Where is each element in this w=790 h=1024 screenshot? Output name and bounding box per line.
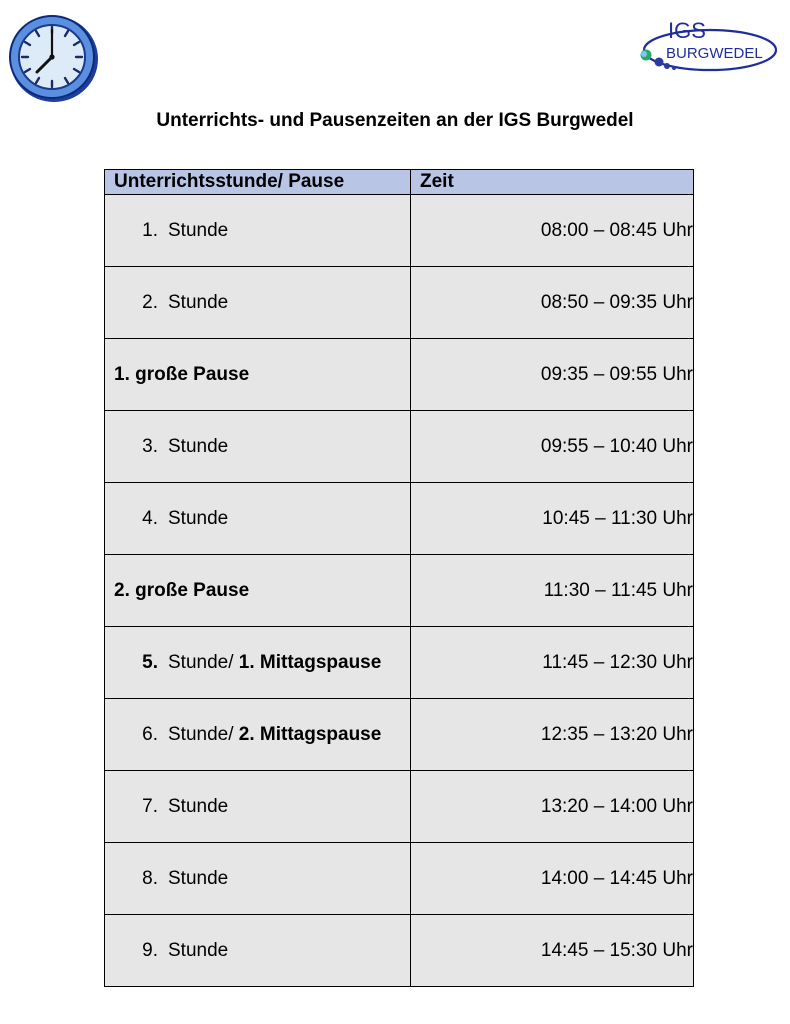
table-row bbox=[105, 483, 694, 555]
period-cell bbox=[105, 771, 411, 843]
column-header-period: Unterrichtsstunde/ Pause bbox=[105, 170, 411, 195]
period-cell bbox=[105, 267, 411, 339]
table-row bbox=[105, 195, 694, 267]
time-cell: 14:45 – 15:30 Uhr bbox=[411, 915, 694, 987]
table-row bbox=[105, 699, 694, 771]
time-cell: 11:45 – 12:30 Uhr bbox=[411, 627, 694, 699]
table-row bbox=[105, 411, 694, 483]
period-cell bbox=[105, 195, 411, 267]
period-label: Stunde bbox=[168, 939, 229, 961]
time-cell: 09:35 – 09:55 Uhr bbox=[411, 339, 694, 411]
time-cell: 09:55 – 10:40 Uhr bbox=[411, 411, 694, 483]
table-row bbox=[105, 771, 694, 843]
period-cell bbox=[105, 411, 411, 483]
time-cell: 11:30 – 11:45 Uhr bbox=[411, 555, 694, 627]
time-cell: 12:35 – 13:20 Uhr bbox=[411, 699, 694, 771]
table-row bbox=[105, 555, 694, 627]
period-label: Stunde bbox=[168, 507, 229, 529]
period-number: 1. bbox=[142, 219, 158, 241]
period-label: Stunde/ bbox=[168, 651, 234, 673]
period-number: 2. bbox=[142, 291, 158, 313]
school-logo bbox=[634, 18, 780, 78]
period-cell bbox=[105, 915, 411, 987]
period-number: 8. bbox=[142, 867, 158, 889]
break-label: 2. große Pause bbox=[114, 579, 250, 601]
period-cell bbox=[105, 483, 411, 555]
schedule-table bbox=[104, 169, 694, 987]
clock-icon bbox=[6, 12, 100, 104]
lunch-break-label: 2. Mittagspause bbox=[238, 723, 382, 745]
period-cell bbox=[105, 699, 411, 771]
period-number: 3. bbox=[142, 435, 158, 457]
period-label: Stunde bbox=[168, 795, 229, 817]
table-row bbox=[105, 915, 694, 987]
period-number: 9. bbox=[142, 939, 158, 961]
table-row bbox=[105, 339, 694, 411]
lunch-break-label: 1. Mittagspause bbox=[238, 651, 382, 673]
table-row bbox=[105, 843, 694, 915]
time-cell: 14:00 – 14:45 Uhr bbox=[411, 843, 694, 915]
period-label: Stunde bbox=[168, 435, 229, 457]
time-cell: 08:50 – 09:35 Uhr bbox=[411, 267, 694, 339]
time-cell: 13:20 – 14:00 Uhr bbox=[411, 771, 694, 843]
period-label: Stunde/ bbox=[168, 723, 234, 745]
period-number: 5. bbox=[142, 651, 158, 673]
table-row bbox=[105, 627, 694, 699]
table-row bbox=[105, 267, 694, 339]
period-label: Stunde bbox=[168, 291, 229, 313]
page-title: Unterrichts- und Pausenzeiten an der IGS Burgwedel bbox=[156, 110, 634, 131]
svg-text:BURGWEDEL: BURGWEDEL bbox=[666, 45, 763, 62]
break-label: 1. große Pause bbox=[114, 363, 250, 385]
period-label: Stunde bbox=[168, 219, 229, 241]
period-number: 6. bbox=[142, 723, 158, 745]
period-number: 7. bbox=[142, 795, 158, 817]
svg-text:IGS: IGS bbox=[668, 18, 706, 43]
time-cell: 10:45 – 11:30 Uhr bbox=[411, 483, 694, 555]
period-cell bbox=[105, 555, 411, 627]
period-cell bbox=[105, 339, 411, 411]
period-number: 4. bbox=[142, 507, 158, 529]
period-label: Stunde bbox=[168, 867, 229, 889]
table-header-row bbox=[105, 170, 694, 195]
period-cell bbox=[105, 627, 411, 699]
period-cell bbox=[105, 843, 411, 915]
time-cell: 08:00 – 08:45 Uhr bbox=[411, 195, 694, 267]
column-header-time: Zeit bbox=[411, 170, 694, 195]
